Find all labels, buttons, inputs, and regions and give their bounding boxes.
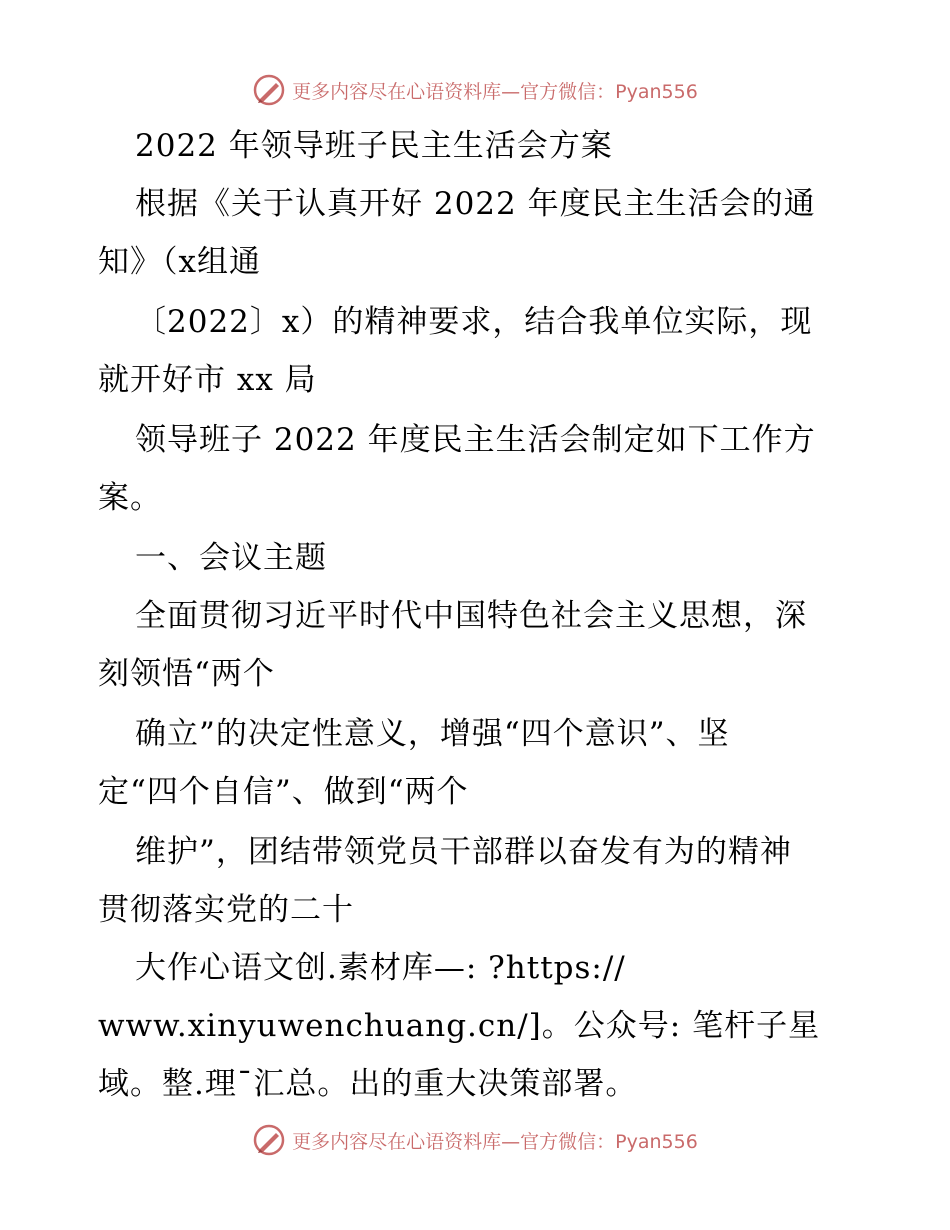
paragraph-line: 〔2022〕x）的精神要求，结合我单位实际，现 <box>135 304 813 340</box>
footer-watermark <box>0 1120 950 1160</box>
paragraph-line: 域。整.理¯汇总。出的重大决策部署。 <box>98 1066 638 1102</box>
paragraph-line: 就开好市 xx 局 <box>98 362 317 398</box>
paragraph-line: 领导班子 2022 年度民主生活会制定如下工作方 <box>135 422 816 458</box>
paragraph-line: 维护”，团结带领党员干部群以奋发有为的精神 <box>135 834 792 870</box>
paragraph-line: www.xinyuwenchuang.cn/]。公众号: 笔杆子星 <box>98 1008 821 1044</box>
paragraph-line: 刻领悟“两个 <box>98 656 275 692</box>
section-heading: 一、会议主题 <box>135 540 327 576</box>
watermark-text: 更多内容尽在心语资料库—官方微信：Pyan556 <box>292 1130 698 1153</box>
paragraph-line: 定“四个自信”、做到“两个 <box>98 774 469 810</box>
paragraph-line: 大作心语文创.素材库—: ?https:// <box>135 950 626 986</box>
paragraph-line: 全面贯彻习近平时代中国特色社会主义思想，深 <box>135 598 807 634</box>
paragraph-line: 知》（x组通 <box>98 244 261 280</box>
paragraph-line: 确立”的决定性意义，增强“四个意识”、坚 <box>135 716 730 752</box>
pen-logo-icon <box>252 1123 286 1157</box>
paragraph-line: 案。 <box>98 480 162 516</box>
paragraph-line: 贯彻落实党的二十 <box>98 892 354 928</box>
paragraph-line: 根据《关于认真开好 2022 年度民主生活会的通 <box>135 186 816 222</box>
watermark-text: 更多内容尽在心语资料库—官方微信：Pyan556 <box>292 80 698 103</box>
document-title: 2022 年领导班子民主生活会方案 <box>135 128 613 164</box>
